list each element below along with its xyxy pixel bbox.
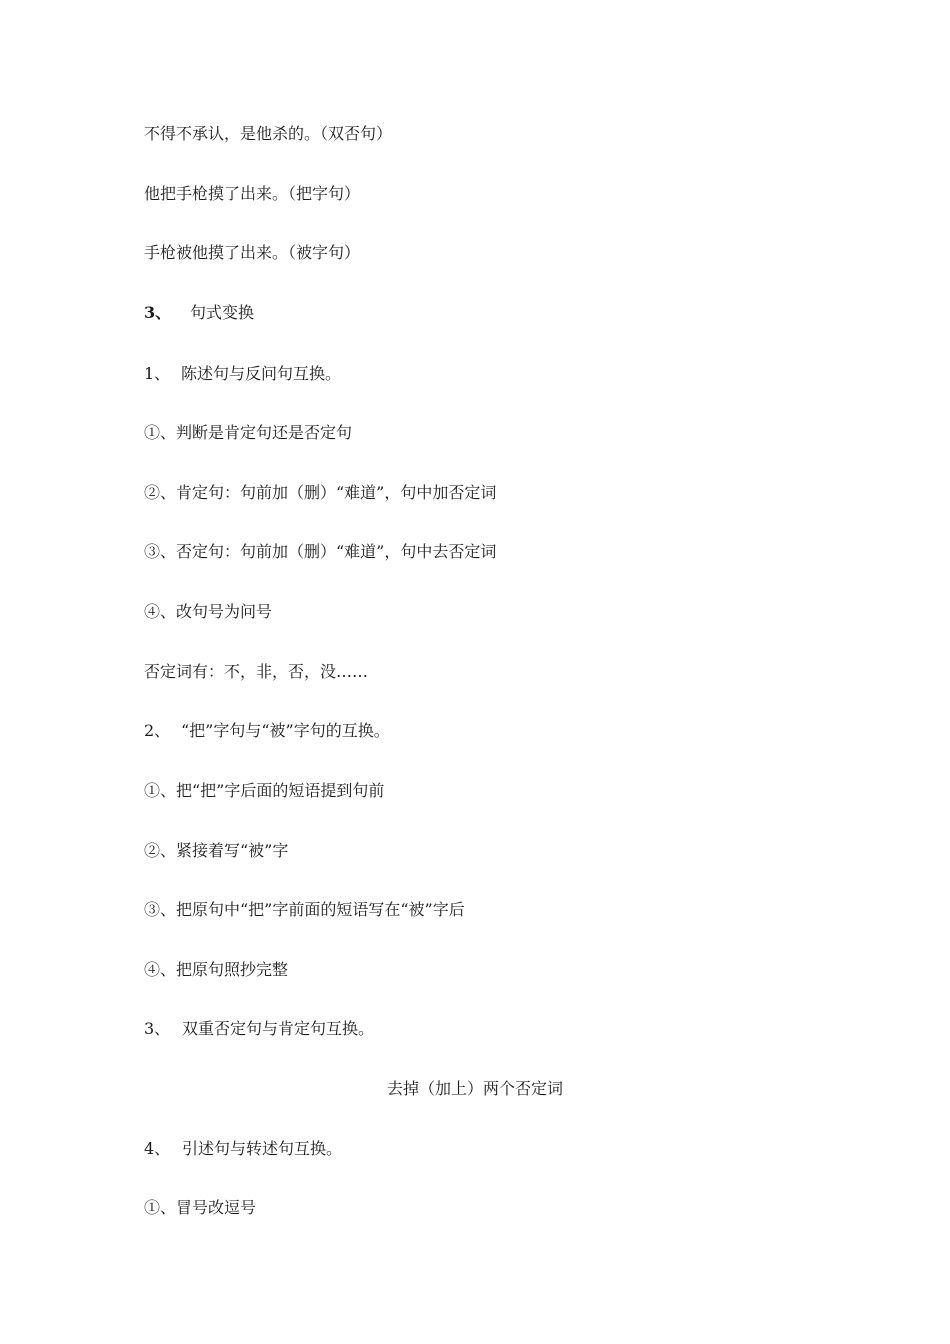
list-title: 陈述句与反问句互换。	[181, 364, 342, 383]
line-text: 去掉（加上）两个否定词	[386, 1079, 563, 1098]
text-line	[144, 184, 360, 204]
text-line	[144, 124, 392, 144]
list-title: 双重否定句与肯定句互换。	[182, 1019, 375, 1038]
line-text: ④、改句号为问号	[144, 602, 273, 621]
line-text: 手枪被他摸了出来。（被字句）	[144, 243, 361, 262]
text-line	[144, 781, 384, 801]
line-text: ①、判断是肯定句还是否定句	[144, 423, 353, 442]
text-line	[144, 243, 360, 263]
list-number: 4、	[144, 1139, 171, 1158]
text-line	[144, 900, 465, 920]
list-title: “把”字句与“被”字句的互换。	[181, 721, 390, 740]
list-number: 2、	[144, 721, 171, 740]
line-text: ②、紧接着写“被”字	[144, 841, 289, 860]
list-heading	[144, 1019, 374, 1039]
line-text: ①、把“把”字后面的短语提到句前	[144, 781, 385, 800]
line-text: ③、否定句：句前加（删）“难道”，句中去否定词	[144, 542, 497, 561]
section-number: 3、	[144, 303, 172, 322]
line-text: ③、把原句中“把”字前面的短语写在“被”字后	[144, 900, 465, 919]
text-line	[144, 423, 352, 443]
list-number: 1、	[144, 364, 171, 383]
text-line	[144, 542, 496, 562]
line-text: 不得不承认，是他杀的。（双否句）	[144, 124, 393, 143]
list-heading	[144, 1139, 342, 1159]
text-line	[144, 1198, 256, 1218]
text-line	[144, 841, 288, 861]
line-text: ①、冒号改逗号	[144, 1198, 257, 1217]
text-line	[144, 662, 368, 682]
list-heading	[144, 364, 341, 384]
text-line	[144, 960, 288, 980]
list-number: 3、	[144, 1019, 171, 1038]
line-text: 否定词有：不，非，否，没……	[144, 662, 369, 681]
section-heading	[144, 303, 254, 323]
text-line	[144, 483, 496, 503]
list-title: 引述句与转述句互换。	[182, 1139, 343, 1158]
text-line	[144, 602, 272, 622]
centered-line	[0, 1079, 950, 1099]
list-heading	[144, 721, 390, 741]
line-text: 他把手枪摸了出来。（把字句）	[144, 184, 361, 203]
line-text: ②、肯定句：句前加（删）“难道”，句中加否定词	[144, 483, 497, 502]
line-text: ④、把原句照抄完整	[144, 960, 289, 979]
section-title: 句式变换	[190, 303, 255, 322]
